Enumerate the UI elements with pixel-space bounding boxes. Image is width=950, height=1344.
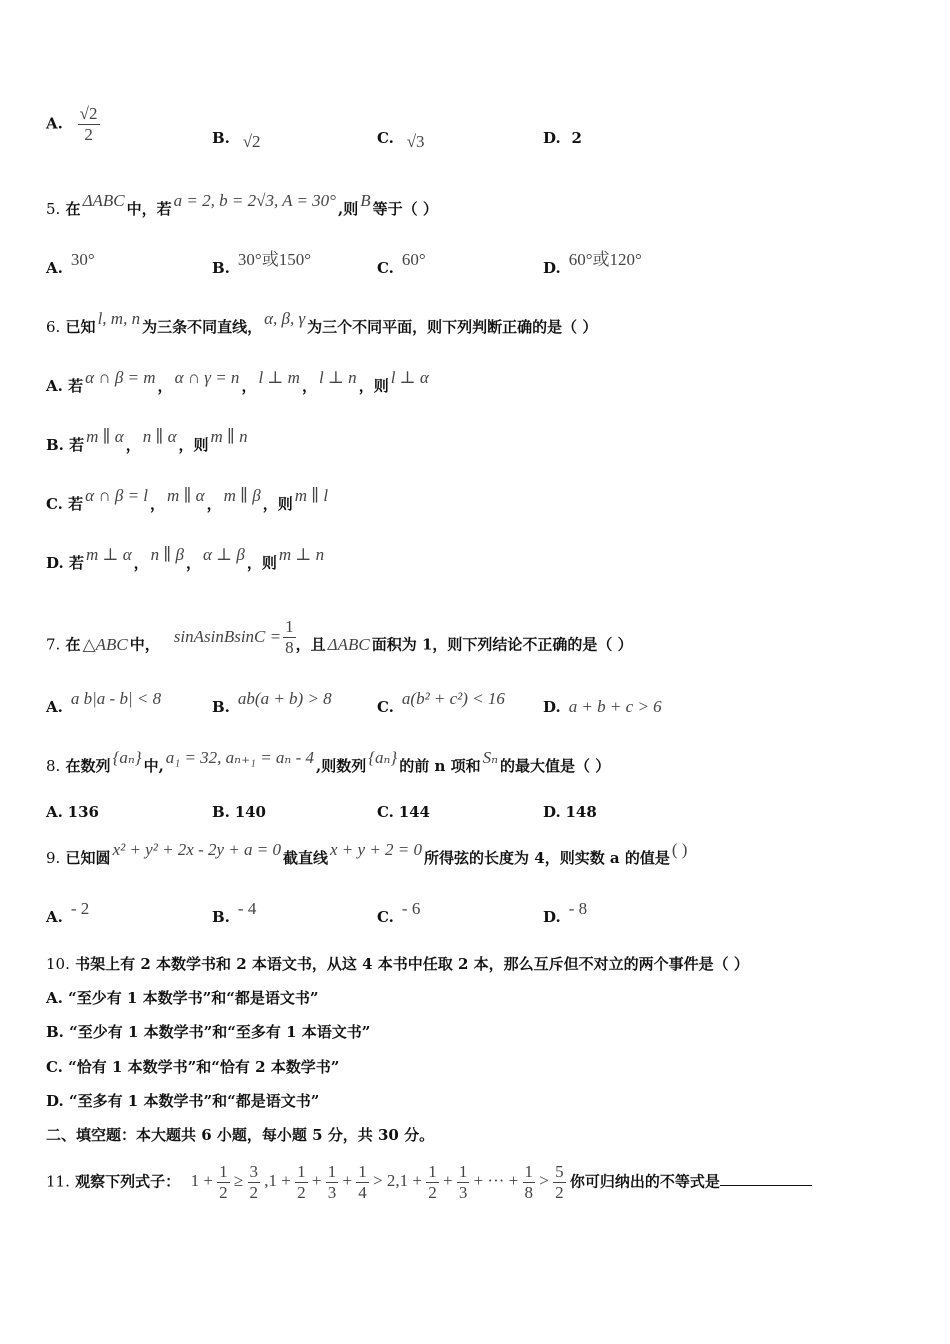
q4-option-b-math: √2 <box>242 132 261 151</box>
q11-fraction <box>523 1162 536 1203</box>
q8-text-5: 的最大值是（ ） <box>499 757 611 775</box>
option-label: D. <box>46 1092 64 1110</box>
option-math: 30°或150° <box>237 250 312 269</box>
q4-option-a-denominator: 2 <box>84 125 93 144</box>
q11-expr-part: + <box>311 1171 322 1191</box>
q8-text-4: 的前 n 项和 <box>399 757 481 775</box>
q5-math-condition: a = 2, b = 2√3, A = 30° <box>173 191 336 210</box>
q9-option-c <box>377 899 421 927</box>
q7-option-b <box>212 689 332 717</box>
q6-math-planes: α, β, γ <box>264 309 306 328</box>
q7-math-triangle: △ABC <box>82 634 128 654</box>
option-math: - 6 <box>401 899 421 918</box>
option-math: a + b + c > 6 <box>568 697 662 716</box>
option-label: C. <box>377 259 394 277</box>
fraction-denominator: 2 <box>428 1183 437 1202</box>
q9-math-line: x + y + 2 = 0 <box>330 840 423 859</box>
q4-option-b <box>212 128 261 151</box>
q11-expr-part: ,1 + <box>264 1171 291 1191</box>
option-math: α ⊥ β <box>203 545 245 564</box>
option-math: a(b² + c²) < 16 <box>401 689 505 708</box>
q11-fraction <box>457 1162 470 1203</box>
fraction-numerator: 1 <box>524 1162 533 1181</box>
q6-text-2: 为三条不同直线， <box>142 318 263 336</box>
q8-option-a <box>46 802 99 822</box>
option-label: A. <box>46 698 63 716</box>
option-math: m ∥ α <box>167 486 205 505</box>
option-label: D. <box>543 803 561 821</box>
q6-option-b <box>46 427 250 455</box>
q6-math-lines: l, m, n <box>97 309 141 328</box>
q7-option-c <box>377 689 505 717</box>
question-5 <box>46 191 438 219</box>
comma: ， <box>157 377 173 395</box>
q5-text-2: 中，若 <box>126 200 172 218</box>
q4-option-a-fraction <box>78 104 100 145</box>
q11-fraction <box>356 1162 369 1203</box>
q9-text-1: 已知圆 <box>65 849 111 867</box>
q4-option-d-text: 2 <box>571 129 582 147</box>
q4-option-a-label: A. <box>46 114 63 133</box>
q11-fraction <box>553 1162 566 1203</box>
fraction-numerator: 1 <box>219 1162 228 1181</box>
q10-option-a <box>46 988 319 1008</box>
q9-option-b <box>212 899 257 927</box>
option-text: 若 <box>68 377 84 395</box>
option-text: 若 <box>68 495 84 513</box>
q4-option-c-label: C. <box>377 129 394 147</box>
q7-math-sines: sinAsinBsinC = <box>173 626 282 646</box>
q5-option-b <box>212 250 312 278</box>
q5-math-triangle: ΔABC <box>82 191 125 210</box>
option-then: ，则 <box>246 554 277 572</box>
question-number: 10. <box>46 955 70 973</box>
comma: ， <box>125 436 141 454</box>
q4-option-b-label: B. <box>212 129 230 147</box>
option-text: 若 <box>69 436 85 454</box>
option-then: ，则 <box>178 436 209 454</box>
question-number: 5. <box>46 200 61 218</box>
q8-text-1: 在数列 <box>65 757 111 775</box>
option-text: 140 <box>234 803 266 821</box>
option-label: D. <box>543 908 561 926</box>
option-label: A. <box>46 259 63 277</box>
option-label: C. <box>46 1058 63 1076</box>
fraction-denominator: 3 <box>458 1183 468 1202</box>
q11-expr-part: + ··· + <box>473 1171 519 1191</box>
fraction-denominator: 8 <box>524 1183 533 1202</box>
option-text: 136 <box>67 803 99 821</box>
option-label: C. <box>46 495 63 513</box>
question-9 <box>46 840 689 868</box>
q4-option-d <box>543 128 582 148</box>
option-label: D. <box>46 554 64 572</box>
option-text: “恰有 1 本数学书”和“恰有 2 本数学书” <box>68 1058 340 1076</box>
q9-math-circle: x² + y² + 2x - 2y + a = 0 <box>112 840 281 859</box>
option-then: ，则 <box>262 495 293 513</box>
q8-option-c <box>377 802 430 822</box>
q9-text-3: 所得弦的长度为 4，则实数 a 的值是 <box>424 849 670 867</box>
q11-expr-part: > <box>539 1171 549 1191</box>
option-label: A. <box>46 989 63 1007</box>
q4-option-c-math: √3 <box>406 132 425 151</box>
question-6 <box>46 309 598 337</box>
fraction-denominator: 4 <box>358 1183 367 1202</box>
option-math: m ∥ l <box>294 486 329 505</box>
comma: ， <box>301 377 317 395</box>
option-label: A. <box>46 377 63 395</box>
q4-option-a-numerator: √2 <box>79 104 98 123</box>
q5-math-b: B <box>360 191 371 210</box>
q6-text-3: 为三个不同平面，则下列判断正确的是（ ） <box>307 318 598 336</box>
option-math: m ⊥ n <box>278 545 325 564</box>
option-label: B. <box>212 803 230 821</box>
option-math: - 2 <box>70 899 90 918</box>
q11-expr-part: + <box>442 1171 453 1191</box>
question-number: 7. <box>46 635 61 654</box>
comma: ， <box>150 495 166 513</box>
q9-answer-paren: ( ) <box>671 840 688 859</box>
option-label: C. <box>377 908 394 926</box>
q8-math-sequence-2: {aₙ} <box>368 748 398 767</box>
q4-option-a <box>46 104 100 145</box>
fraction-numerator: 1 <box>458 1162 468 1181</box>
q10-text: 书架上有 2 本数学书和 2 本语文书，从这 4 本书中任取 2 本，那么互斥但不对立的两个事件是（ ） <box>75 955 749 973</box>
option-math: l ⊥ n <box>318 368 357 387</box>
fraction-numerator: 1 <box>327 1162 337 1181</box>
comma: ， <box>241 377 257 395</box>
option-math: 30° <box>70 250 95 269</box>
q7-fraction <box>283 617 296 658</box>
option-text: “至多有 1 本数学书”和“都是语文书” <box>68 1092 320 1110</box>
comma: ， <box>133 554 149 572</box>
q7-option-a <box>46 689 162 717</box>
comma: ， <box>206 495 222 513</box>
q9-option-d <box>543 899 588 927</box>
option-math: 60°或120° <box>568 250 642 269</box>
question-number: 8. <box>46 757 61 775</box>
q7-text-1: 在 <box>65 635 81 654</box>
q11-fraction <box>248 1162 261 1203</box>
q11-fraction <box>426 1162 439 1203</box>
q10-option-c <box>46 1057 339 1077</box>
option-label: D. <box>543 698 561 716</box>
option-math: - 8 <box>568 899 588 918</box>
q8-math-sequence: {aₙ} <box>112 748 142 767</box>
q11-text-2: 你可归纳出的不等式是 <box>569 1172 720 1191</box>
q6-option-c <box>46 486 330 514</box>
question-10 <box>46 954 749 974</box>
q11-fraction <box>217 1162 230 1203</box>
question-7 <box>46 617 633 666</box>
option-label: B. <box>46 436 64 454</box>
q5-option-a <box>46 250 95 278</box>
option-label: A. <box>46 908 63 926</box>
q9-text-2: 截直线 <box>283 849 329 867</box>
q8-math-recurrence: a₁ = 32, aₙ₊₁ = aₙ - 4 <box>165 748 314 767</box>
option-math: n ∥ β <box>150 545 184 564</box>
q6-text-1: 已知 <box>65 318 96 336</box>
q7-option-d <box>543 697 662 717</box>
option-label: B. <box>212 698 230 716</box>
option-math: ab(a + b) > 8 <box>237 689 332 708</box>
option-label: D. <box>543 259 561 277</box>
q7-math-triangle-2: ΔABC <box>327 634 370 654</box>
option-math: α ∩ β = m <box>85 368 156 387</box>
fraction-numerator: 1 <box>297 1162 306 1181</box>
fraction-denominator: 2 <box>555 1183 564 1202</box>
option-text: 若 <box>68 554 84 572</box>
fraction-denominator: 3 <box>327 1183 337 1202</box>
q7-fraction-numerator: 1 <box>285 617 294 636</box>
option-math: m ∥ n <box>210 427 248 446</box>
option-math: l ⊥ α <box>390 368 429 387</box>
option-math: l ⊥ m <box>258 368 300 387</box>
q11-expr-part: ≥ <box>233 1171 244 1191</box>
section-heading: 二、填空题：本大题共 6 小题，每小题 5 分，共 30 分。 <box>46 1126 435 1144</box>
q10-option-b <box>46 1022 370 1042</box>
option-math: a b|a - b| < 8 <box>70 689 162 708</box>
option-label: A. <box>46 803 63 821</box>
option-then: ，则 <box>358 377 389 395</box>
option-label: C. <box>377 698 394 716</box>
option-math: m ∥ α <box>86 427 124 446</box>
fraction-numerator: 1 <box>428 1162 437 1181</box>
q10-option-d <box>46 1091 319 1111</box>
option-label: B. <box>212 908 230 926</box>
option-math: 60° <box>401 250 426 269</box>
q6-option-d <box>46 545 326 573</box>
fraction-numerator: 1 <box>358 1162 367 1181</box>
question-number: 6. <box>46 318 61 336</box>
option-label: B. <box>212 259 230 277</box>
q5-text-4: 等于（ ） <box>372 200 438 218</box>
option-math: m ∥ β <box>223 486 261 505</box>
q8-text-3: ,则数列 <box>315 757 367 775</box>
q11-expr-part: + <box>342 1171 353 1191</box>
q7-fraction-denominator: 8 <box>285 638 294 657</box>
option-math: - 4 <box>237 899 257 918</box>
q8-text-2: 中, <box>143 757 164 775</box>
q4-option-c <box>377 128 425 151</box>
fraction-denominator: 2 <box>219 1183 228 1202</box>
q8-option-d <box>543 802 597 822</box>
q5-option-d <box>543 250 642 278</box>
q7-text-2: 中， <box>129 635 160 654</box>
q6-option-a <box>46 368 431 396</box>
q7-text-4: 面积为 1，则下列结论不正确的是（ ） <box>371 635 633 654</box>
fraction-denominator: 2 <box>297 1183 306 1202</box>
option-text: “至少有 1 本数学书”和“至多有 1 本语文书” <box>69 1023 371 1041</box>
q9-option-a <box>46 899 90 927</box>
comma: ， <box>185 554 201 572</box>
option-math: α ∩ γ = n <box>174 368 240 387</box>
option-math: m ⊥ α <box>85 545 132 564</box>
q11-expr-part: > 2,1 + <box>373 1171 422 1191</box>
option-math: α ∩ β = l <box>85 486 149 505</box>
q8-math-sum: Sₙ <box>482 748 498 767</box>
q5-text-3: ,则 <box>338 200 359 218</box>
q7-text-3: ，且 <box>295 635 326 654</box>
q11-expr-part: 1 + <box>190 1171 213 1191</box>
option-label: C. <box>377 803 394 821</box>
q5-option-c <box>377 250 426 278</box>
answer-blank[interactable] <box>720 1171 812 1186</box>
q11-text-1: 观察下列式子： <box>75 1172 181 1191</box>
option-text: “至少有 1 本数学书”和“都是语文书” <box>68 989 319 1007</box>
q11-expr <box>190 1162 570 1202</box>
question-8 <box>46 748 611 776</box>
q8-option-b <box>212 802 266 822</box>
fraction-numerator: 3 <box>249 1162 259 1181</box>
question-number: 11. <box>46 1172 70 1191</box>
q11-fraction <box>326 1162 339 1203</box>
option-label: B. <box>46 1023 64 1041</box>
option-math: n ∥ α <box>142 427 177 446</box>
q4-option-d-label: D. <box>543 129 561 147</box>
q11-fraction <box>295 1162 308 1203</box>
fraction-denominator: 2 <box>249 1183 259 1202</box>
q5-text-1: 在 <box>65 200 81 218</box>
option-text: 144 <box>398 803 430 821</box>
question-number: 9. <box>46 849 61 867</box>
question-11 <box>46 1162 812 1203</box>
option-text: 148 <box>565 803 597 821</box>
fraction-numerator: 5 <box>555 1162 564 1181</box>
